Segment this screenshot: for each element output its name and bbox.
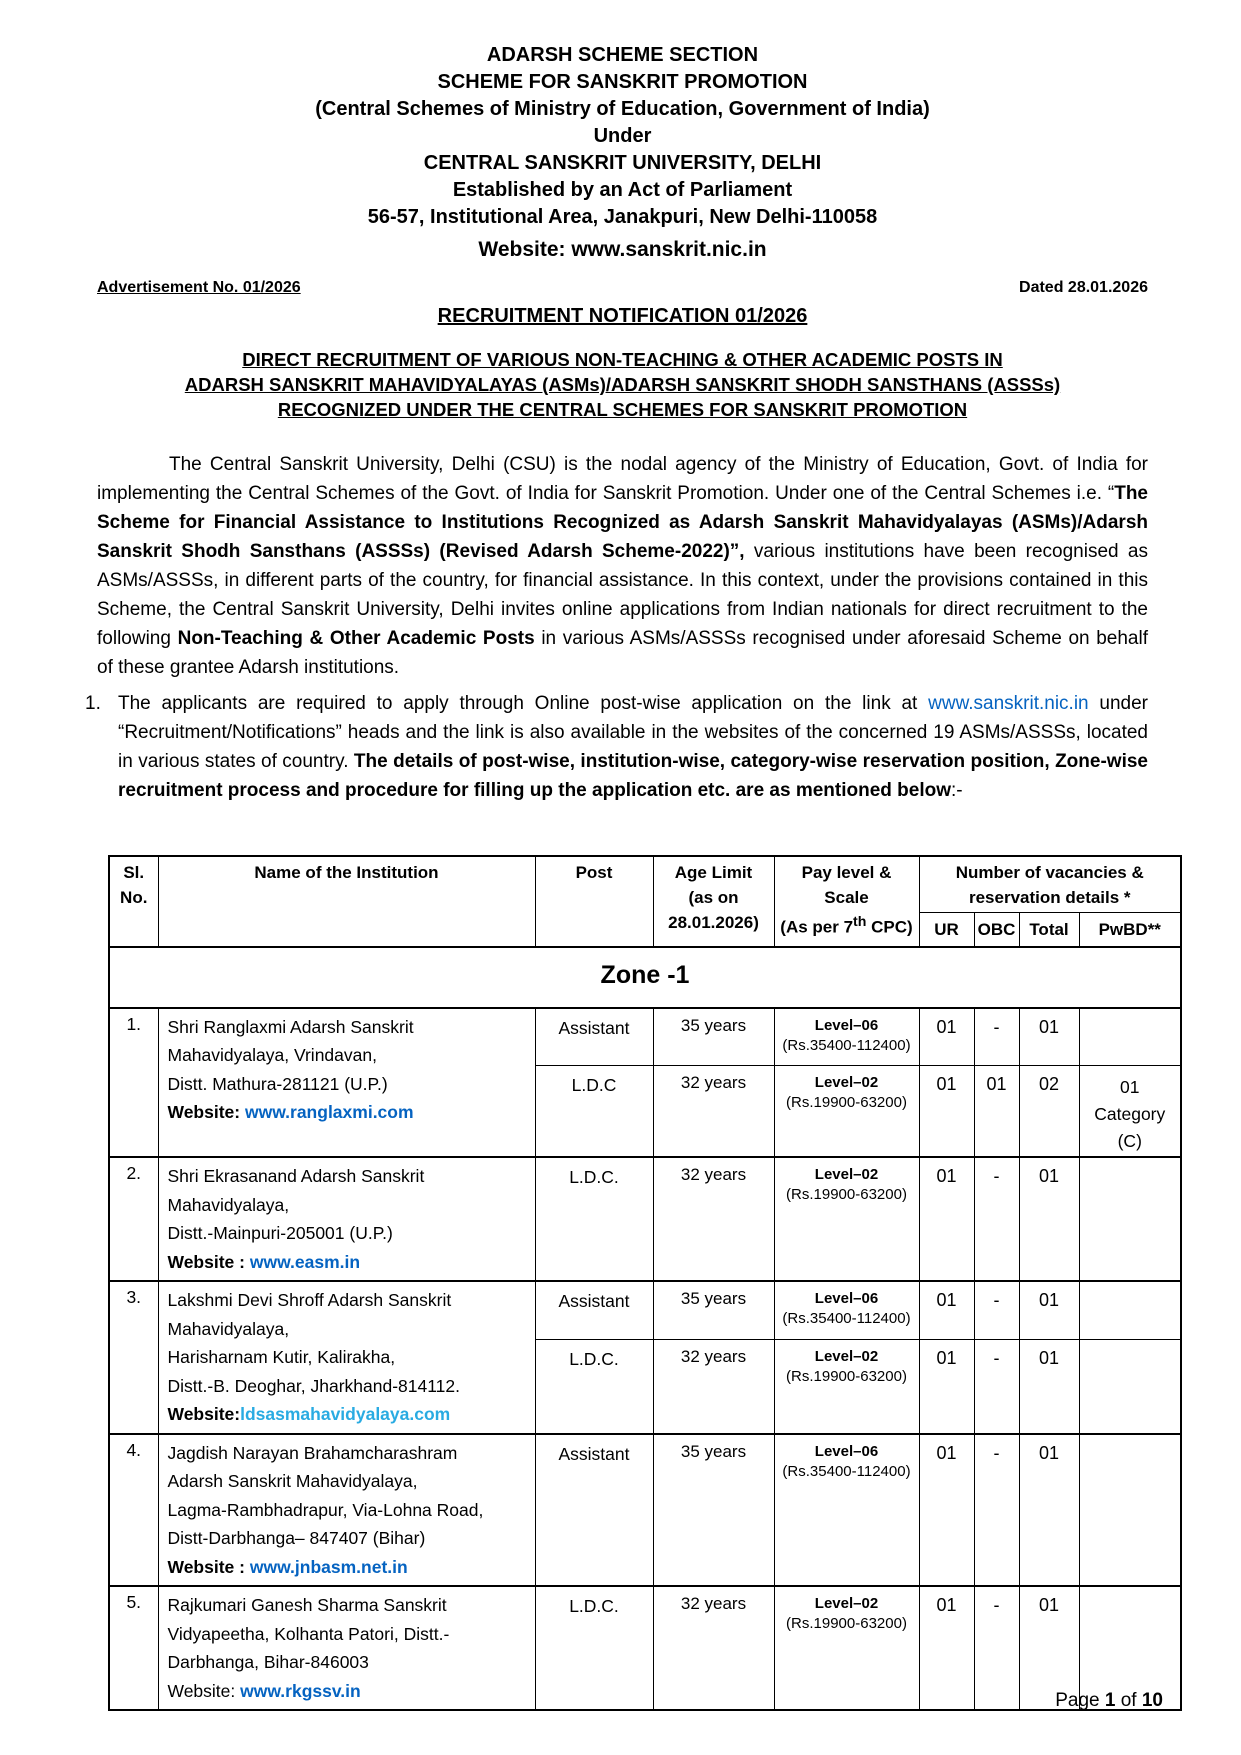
table-row [109,1008,1181,1066]
zone-row [109,947,1181,1008]
website-link[interactable]: www.rkgssv.in [240,1680,361,1701]
header-address: 56-57, Institutional Area, Janakpuri, New Delhi-110058 [367,206,878,228]
pay-scale-text: (Rs.35400-112400) [782,1310,911,1327]
pwbd-cell [1079,1339,1181,1434]
pwbd-cell [1079,1434,1181,1587]
intro-text: in various ASMs/ASSSs recognised under aforesaid Scheme on behalf of these grantee Adarsh institutions. [97,628,1148,678]
website-line [168,1248,529,1277]
pay-level-text: Level–02 [814,1074,879,1091]
list-item-number: 1. [85,693,101,714]
pay-level-text: Level–02 [814,1595,879,1612]
website-line [168,1098,529,1127]
header-section-title: ADARSH SCHEME SECTION [486,44,759,66]
list-item-1 [85,689,1149,805]
vacancy-table [108,855,1182,1711]
row-number: 3. [109,1281,158,1434]
pay-scale-text: (Rs.19900-63200) [786,1186,907,1203]
total-vacancy-cell: 01 [1019,1339,1079,1434]
pay-level-text: Level–06 [814,1290,879,1307]
obc-vacancy-cell: - [974,1157,1019,1281]
subject-line: ADARSH SANSKRIT MAHAVIDYALAYAS (ASMs)/ADARSH SANSKRIT SHODH SANSTHANS (ASSSs) [184,374,1061,395]
website-link[interactable]: www.jnbasm.net.in [249,1556,408,1577]
age-limit-cell: 35 years [653,1281,774,1339]
col-header-age-limit: Age Limit (as on 28.01.2026) [653,856,774,947]
institution-line: Darbhanga, Bihar-846003 [167,1652,369,1672]
item-text: under “Recruitment/Notifications” heads and the link is also available in the websites of the concerned 19 ASMs/ASSSs, located in various states of country. [118,693,1149,772]
header-university-name: CENTRAL SANSKRIT UNIVERSITY, DELHI [423,152,822,174]
advertisement-number: Advertisement No. 01/2026 [97,279,301,296]
institution-line: Shri Ranglaxmi Adarsh Sanskrit [167,1016,414,1037]
website-label: Website : [167,1556,250,1577]
age-limit-cell: 35 years [653,1008,774,1066]
obc-vacancy-cell: - [974,1586,1019,1710]
col-header-post: Post [535,856,653,947]
institution-cell [158,1586,535,1710]
institution-line: Jagdish Narayan Brahamcharashram [167,1442,458,1463]
footer-label: Page [1055,1690,1100,1711]
intro-posts-bold: Non-Teaching & Other Academic Posts [177,628,535,649]
institution-line: Mahavidyalaya, [167,1318,290,1339]
pwbd-line: (C) [1117,1131,1142,1151]
obc-vacancy-cell: - [974,1434,1019,1587]
website-line [168,1400,529,1429]
post-cell: Assistant [535,1008,653,1066]
total-vacancy-cell: 01 [1019,1281,1079,1339]
row-number: 1. [109,1008,158,1158]
institution-cell [158,1281,535,1434]
pay-level-text: Level–06 [814,1016,879,1034]
ur-vacancy-cell: 01 [919,1008,974,1066]
pay-level-cell [774,1586,919,1710]
obc-vacancy-cell: - [974,1008,1019,1066]
notification-title [97,305,1148,328]
pay-scale-text: (Rs.35400-112400) [782,1036,911,1054]
list-item-body [118,689,1148,805]
table-body [109,947,1181,1711]
pay-level-text: Level–06 [814,1442,879,1460]
col-header-sl-no: Sl. No. [109,856,158,947]
website-link[interactable]: www.ranglaxmi.com [244,1102,414,1122]
institution-line: Shri Ekrasanand Adarsh Sanskrit [167,1166,425,1186]
ur-vacancy-cell: 01 [919,1157,974,1281]
ur-vacancy-cell: 01 [919,1434,974,1587]
website-line [168,1677,529,1706]
col-header-obc: OBC [974,913,1019,947]
age-limit-cell: 32 years [653,1586,774,1710]
total-vacancy-cell: 01 [1019,1586,1079,1710]
sanskrit-nic-link[interactable]: www.sanskrit.nic.in [928,693,1089,714]
ur-vacancy-cell: 01 [919,1339,974,1434]
subject-heading [97,347,1148,422]
table-row [109,1434,1181,1587]
obc-vacancy-cell: 01 [974,1066,1019,1158]
institution-line: Mahavidyalaya, [167,1194,290,1215]
institution-line: Distt.-Mainpuri-205001 (U.P.) [167,1223,393,1243]
total-vacancy-cell: 01 [1019,1008,1079,1066]
pwbd-cell [1079,1281,1181,1339]
col-header-vacancies: Number of vacancies & reservation details * [919,856,1181,913]
notification-title-text: RECRUITMENT NOTIFICATION 01/2026 [437,305,808,327]
institution-line: Distt.-B. Deoghar, Jharkhand-814112. [167,1375,460,1396]
website-link[interactable]: ldsasmahavidyalaya.com [240,1404,451,1424]
header-central-schemes: (Central Schemes of Ministry of Education, Government of India) [315,98,930,120]
pay-level-text: Level–02 [814,1166,879,1183]
pay-level-cell [774,1339,919,1434]
obc-vacancy-cell: - [974,1339,1019,1434]
footer-page-number: 1 [1104,1690,1116,1711]
header-scheme-title: SCHEME FOR SANSKRIT PROMOTION [437,71,808,93]
intro-scheme-name: The Scheme for Financial Assistance to Institutions Recognized as Adarsh Sanskrit Mahavidyalayas (ASMs)/Adarsh Sanskrit Shodh Sansthans (ASSSs) (Revised Adarsh Scheme-2022)”, [97,483,1148,562]
footer-total-pages: 10 [1141,1690,1163,1711]
post-cell: Assistant [535,1434,653,1587]
table-row [109,1281,1181,1339]
institution-line: Distt-Darbhanga– 847407 (Bihar) [167,1528,426,1548]
item-text: The applicants are required to apply through Online post-wise application on the link at [118,693,929,714]
institution-line: Vidyapeetha, Kolhanta Patori, Distt.- [167,1623,450,1644]
total-vacancy-cell: 01 [1019,1157,1079,1281]
institution-line: Distt. Mathura-281121 (U.P.) [167,1073,388,1094]
pwbd-cell [1079,1066,1181,1158]
website-label: Website: [167,1404,241,1424]
pwbd-line: Category [1094,1104,1166,1124]
website-label: Website: [167,1680,241,1701]
col-header-pwbd: PwBD** [1079,913,1181,947]
age-limit-cell: 32 years [653,1339,774,1434]
website-label: Website: [167,1102,245,1122]
row-number: 4. [109,1434,158,1587]
pay-level-cell [774,1066,919,1158]
intro-text: various institutions have been recognised as ASMs/ASSSs, in different parts of the country, for financial assistance. In this context, under the provisions contained in this Scheme, the Central Sanskrit University, Delhi invites online applications from Indian nationals for direct recruitment to the following [97,541,1148,649]
website-label: Website : [167,1251,250,1272]
row-number: 2. [109,1157,158,1281]
obc-vacancy-cell: - [974,1281,1019,1339]
intro-paragraph [97,450,1148,682]
age-limit-cell: 32 years [653,1066,774,1158]
institution-line: Adarsh Sanskrit Mahavidyalaya, [167,1471,418,1491]
ur-vacancy-cell: 01 [919,1281,974,1339]
institution-cell [158,1008,535,1158]
intro-text: The Central Sanskrit University, Delhi (CSU) is the nodal agency of the Ministry of Education, Govt. of India for implementing the Central Schemes of the Govt. of India for Sanskrit Promotion. Under one of the Central Schemes i.e. “ [97,454,1148,504]
pwbd-cell [1079,1157,1181,1281]
row-number: 5. [109,1586,158,1710]
post-cell: L.D.C. [535,1586,653,1710]
institution-line: Lakshmi Devi Shroff Adarsh Sanskrit [167,1290,452,1310]
institution-line: Harisharnam Kutir, Kalirakha, [167,1347,396,1367]
footer-of: of [1120,1690,1137,1711]
item-details-bold: The details of post-wise, institution-wise, category-wise reservation position, Zone-wise recruitment process and procedure for filling up the application etc. are as mentioned below [118,751,1148,801]
institution-cell [158,1157,535,1281]
age-limit-cell: 35 years [653,1434,774,1587]
col-header-institution: Name of the Institution [158,856,535,947]
post-cell: L.D.C. [535,1339,653,1434]
table-row [109,1157,1181,1281]
pay-level-cell [774,1434,919,1587]
item-text: :- [951,780,963,801]
pay-scale-text: (Rs.35400-112400) [782,1462,911,1480]
pay-level-cell [774,1157,919,1281]
post-cell: Assistant [535,1281,653,1339]
ur-vacancy-cell: 01 [919,1586,974,1710]
pay-scale-text: (Rs.19900-63200) [786,1615,907,1632]
header-website: Website: www.sanskrit.nic.in [478,238,767,261]
document-header [97,42,1148,263]
col-header-total: Total [1019,913,1079,947]
pay-level-cell [774,1008,919,1066]
total-vacancy-cell: 01 [1019,1434,1079,1587]
col-header-pay-level: Pay level & Scale (As per 7th CPC) [774,856,919,947]
subject-line: RECOGNIZED UNDER THE CENTRAL SCHEMES FOR SANSKRIT PROMOTION [277,399,968,420]
col-header-ur: UR [919,913,974,947]
header-under: Under [593,125,652,147]
advertisement-date: Dated 28.01.2026 [1019,279,1148,296]
ur-vacancy-cell: 01 [919,1066,974,1158]
pay-scale-text: (Rs.19900-63200) [786,1367,907,1385]
pwbd-line: 01 [1120,1077,1140,1097]
page-footer [1055,1690,1163,1712]
advertisement-row [97,279,1148,297]
total-vacancy-cell: 02 [1019,1066,1079,1158]
subject-line: DIRECT RECRUITMENT OF VARIOUS NON-TEACHING & OTHER ACADEMIC POSTS IN [242,349,1003,370]
zone-title: Zone -1 [109,947,1181,1008]
table-row [109,1586,1181,1710]
institution-line: Lagma-Rambhadrapur, Via-Lohna Road, [167,1499,484,1520]
age-limit-cell: 32 years [653,1157,774,1281]
post-cell: L.D.C [535,1066,653,1158]
website-line [168,1553,529,1582]
header-established: Established by an Act of Parliament [452,179,793,201]
pay-scale-text: (Rs.19900-63200) [786,1094,907,1111]
institution-line: Mahavidyalaya, Vrindavan, [167,1045,377,1065]
post-cell: L.D.C. [535,1157,653,1281]
pwbd-cell [1079,1008,1181,1066]
institution-line: Rajkumari Ganesh Sharma Sanskrit [167,1595,447,1615]
table-header [109,856,1181,947]
pay-level-cell [774,1281,919,1339]
website-link[interactable]: www.easm.in [249,1251,361,1272]
pay-level-text: Level–02 [814,1347,879,1365]
institution-cell [158,1434,535,1587]
